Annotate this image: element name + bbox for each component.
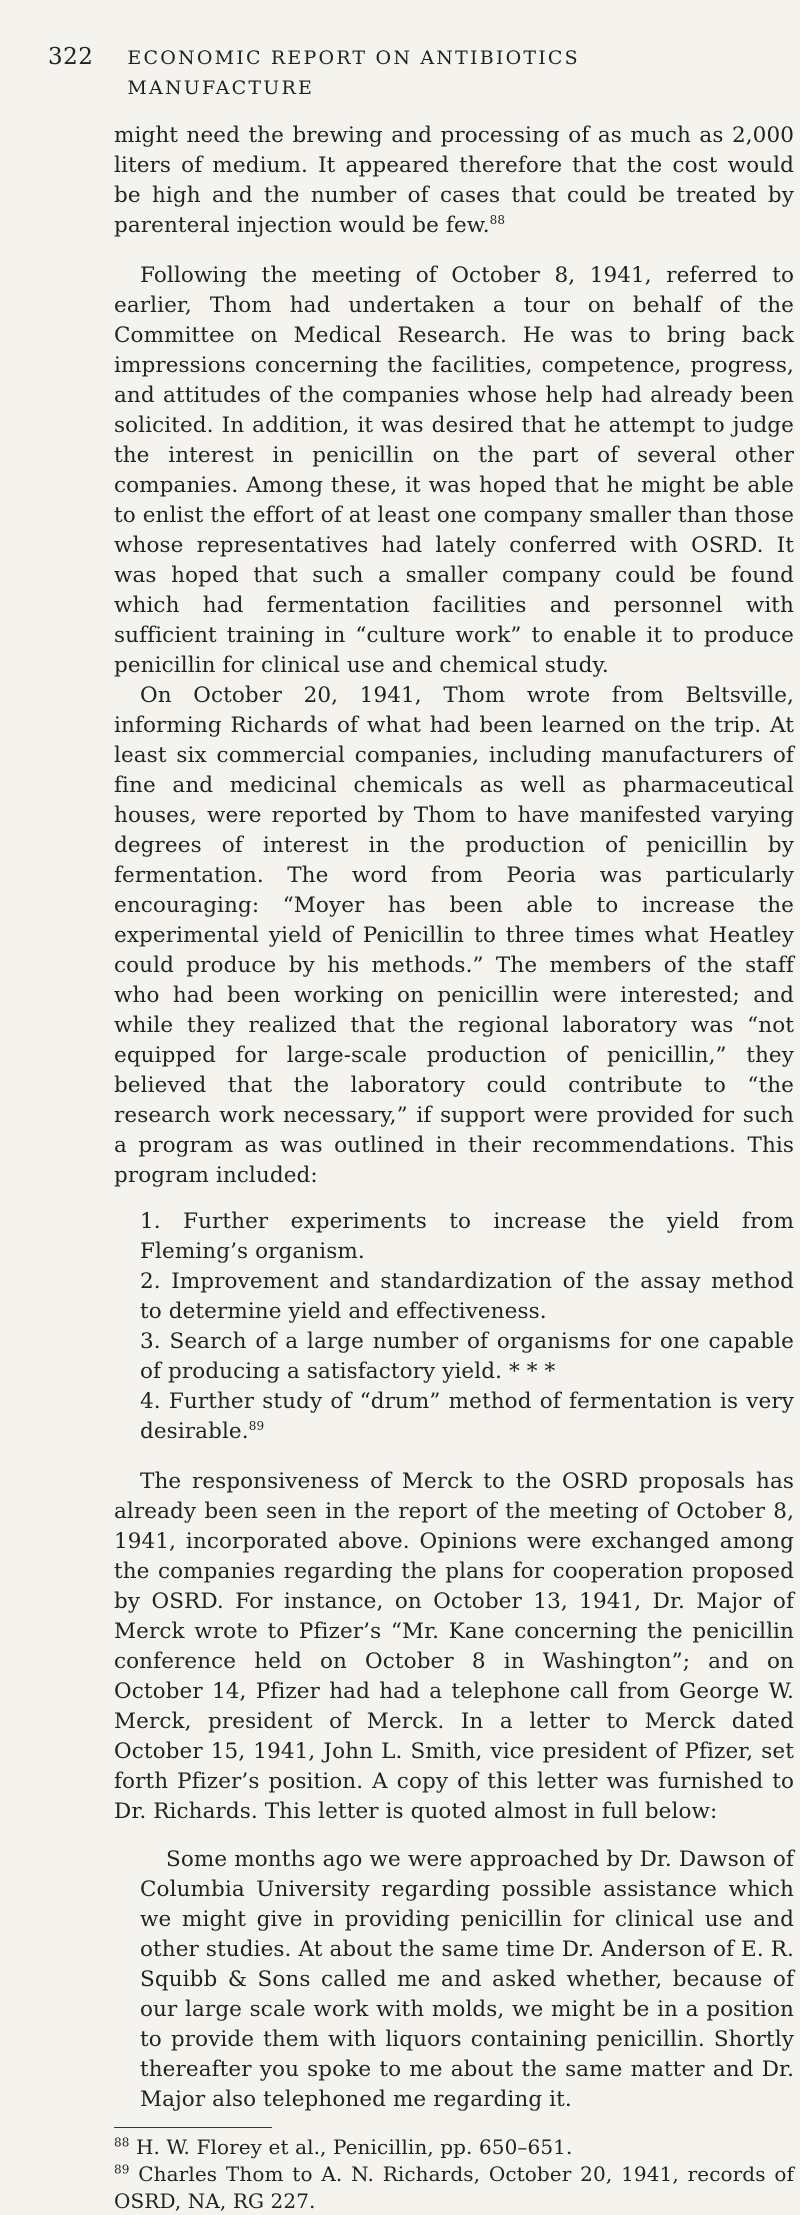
quoted-letter: Some months ago we were approached by Dr. Dawson of Columbia University regarding possible assistance which we might give in providing penicillin for clinical use and other studies. At about the same time Dr. Anderson of E. R. Squibb & Sons called me and asked whether, because of our large scale work with molds, we might be in a position to provide them with liquors containing penicillin. Shortly thereafter you spoke to me about the same matter and Dr. Major also telephoned me regarding it.	[140, 1847, 794, 2112]
footnote-divider	[114, 2127, 272, 2128]
list-item: 4. Further study of “drum” method of fermentation is very desirable.$^{89}$	[140, 1389, 794, 1444]
page-header	[48, 42, 766, 103]
program-list	[140, 1207, 794, 1447]
paragraph-2: Following the meeting of October 8, 1941, referred to earlier, Thom had undertaken a tour on behalf of the Committee on Medical Research. He was to bring back impressions concerning the facilities, competence, progress, and attitudes of the companies whose help had already been solicited. In addition, it was desired that he attempt to judge the interest in penicillin on the part of several other companies. Among these, it was hoped that he might be able to enlist the effort of at least one company smaller than those whose representatives had lately conferred with OSRD. It was hoped that such a smaller company could be found which had fermentation facilities and personnel with sufficient training in “culture work” to enable it to produce penicillin for clinical use and chemical study.	[114, 263, 795, 678]
page-number: 322	[48, 44, 94, 70]
list-item: 1. Further experiments to increase the yield from Fleming’s organism.	[140, 1209, 794, 1264]
paragraph-4: The responsiveness of Merck to the OSRD proposals has already been seen in the report of the meeting of October 8, 1941, incorporated above. Opinions were exchanged among the companies regarding the plans for cooperation proposed by OSRD. For instance, on October 13, 1941, Dr. Major of Merck wrote to Pfizer’s “Mr. Kane concerning the penicillin conference held on October 8 in Washington”; and on October 14, Pfizer had had a telephone call from George W. Merck, president of Merck. In a letter to Merck dated October 15, 1941, John L. Smith, vice president of Pfizer, set forth Pfizer’s position. A copy of this letter was furnished to Dr. Richards. This letter is quoted almost in full below:	[114, 1469, 794, 1824]
list-item: 2. Improvement and standardization of the assay method to determine yield and effectiveness.	[140, 1269, 794, 1324]
footnote-ref-88[interactable]: 88	[489, 212, 506, 227]
footnote-ref-89[interactable]: 89	[248, 1418, 265, 1433]
footnote-88: $^{88}$ H. W. Florey et al., Penicillin, pp. 650–651.	[114, 2135, 573, 2159]
paragraph-1: might need the brewing and processing of as much as 2,000 liters of medium. It appeared therefore that the cost would be high and the number of cases that could be treated by parenteral injection would be few.$^{88}$	[114, 123, 794, 238]
list-item: 3. Search of a large number of organisms for one capable of producing a satisfactory yield. * * *	[140, 1329, 794, 1384]
running-title: ECONOMIC REPORT ON ANTIBIOTICS MANUFACTURE	[127, 47, 580, 99]
paragraph-3: On October 20, 1941, Thom wrote from Beltsville, informing Richards of what had been learned on the trip. At least six commercial companies, including manufacturers of fine and medicinal chemicals as well as pharmaceutical houses, were reported by Thom to have manifested varying degrees of interest in the production of penicillin by fermentation. The word from Peoria was particularly encouraging: “Moyer has been able to increase the experimental yield of Penicillin to three times what Heatley could produce by his methods.” The members of the staff who had been working on penicillin were interested; and while they realized that the regional laboratory was “not equipped for large-scale production of penicillin,” they believed that the laboratory could contribute to “the research work necessary,” if support were provided for such a program as was outlined in their recommendations. This program included:	[114, 683, 794, 1188]
body-text	[114, 121, 794, 2215]
footnote-89: $^{89}$ Charles Thom to A. N. Richards, October 20, 1941, records of OSRD, NA, RG 227.	[114, 2162, 794, 2213]
